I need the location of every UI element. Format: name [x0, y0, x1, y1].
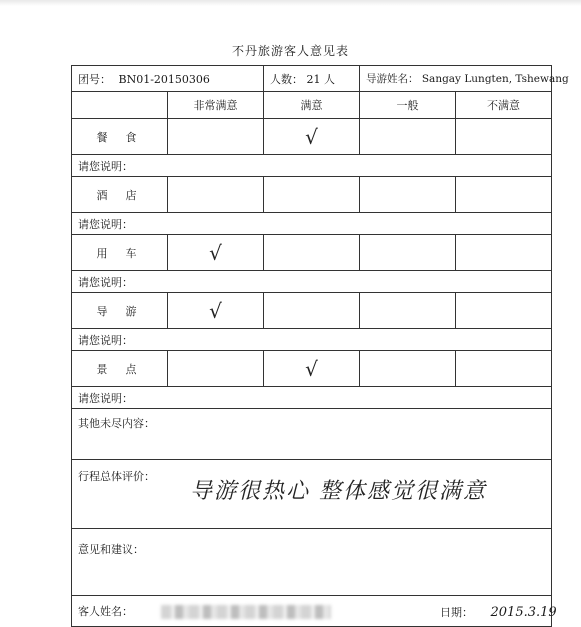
check-mark: √: [209, 240, 222, 265]
rating-cell: [168, 177, 264, 213]
rating-cell: [168, 235, 264, 271]
rating-cell: [456, 293, 552, 329]
rating-cell: [168, 293, 264, 329]
rating-columns-row: [72, 92, 552, 119]
item-label: 酒店: [72, 177, 168, 213]
check-mark: √: [305, 356, 318, 381]
overall-evaluation-handwriting: 导游很热心 整体感觉很满意: [190, 479, 487, 504]
date-label: 日期：: [440, 606, 473, 619]
explanation-label: 请您说明：: [72, 387, 552, 409]
group-number-cell: [72, 66, 264, 92]
check-mark: √: [209, 298, 222, 323]
rating-cell: [264, 351, 360, 387]
item-label: 餐食: [72, 119, 168, 155]
form-title: 不丹旅游客人意见表: [231, 44, 349, 58]
item-label: 景点: [72, 351, 168, 387]
form-header-row: [72, 66, 552, 92]
rating-cell: [456, 351, 552, 387]
explanation-label: 请您说明：: [72, 271, 552, 293]
rating-row-vehicle: [72, 235, 552, 271]
rating-cell: [360, 351, 456, 387]
group-number-value: BN01-20150306: [118, 72, 210, 86]
column-unsatisfied: 不满意: [456, 92, 552, 119]
group-number-label: 团号：: [78, 72, 111, 86]
rating-cell: [264, 177, 360, 213]
rating-cell: [264, 119, 360, 155]
guide-name-cell: [360, 66, 569, 92]
date-value: 2015.3.19: [490, 605, 557, 620]
guide-name-label: 导游姓名：: [366, 73, 419, 85]
guest-name-cell: [72, 596, 557, 627]
column-satisfied: 满意: [264, 92, 360, 119]
other-content-label: 其他未尽内容：: [72, 409, 552, 460]
rating-cell: [360, 293, 456, 329]
rating-row-attractions: [72, 351, 552, 387]
column-very-satisfied: 非常满意: [168, 92, 264, 119]
rating-row-hotel: [72, 177, 552, 213]
explanation-row: [72, 329, 552, 351]
feedback-table: [71, 65, 569, 627]
rating-cell: [360, 177, 456, 213]
rating-cell: [360, 119, 456, 155]
rating-cell: [168, 119, 264, 155]
overall-evaluation-row: [72, 460, 552, 529]
rating-row-meals: [72, 119, 552, 155]
rating-cell: [264, 235, 360, 271]
rating-cell: [264, 293, 360, 329]
explanation-row: [72, 213, 552, 235]
rating-row-guide: [72, 293, 552, 329]
explanation-row: [72, 155, 552, 177]
column-blank: [72, 92, 168, 119]
advice-row: [72, 529, 552, 596]
advice-label: 意见和建议：: [72, 529, 552, 596]
overall-evaluation-label: 行程总体评价：: [78, 470, 155, 483]
other-content-row: [72, 409, 552, 460]
rating-cell: [456, 235, 552, 271]
rating-cell: [456, 119, 552, 155]
overall-evaluation-cell: [72, 460, 552, 529]
feedback-form: [71, 65, 569, 627]
page-edge: [0, 0, 581, 6]
people-count-cell: [264, 66, 360, 92]
rating-cell: [168, 351, 264, 387]
explanation-label: 请您说明：: [72, 155, 552, 177]
guest-name-label: 客人姓名：: [78, 605, 133, 618]
explanation-label: 请您说明：: [72, 213, 552, 235]
rating-cell: [360, 235, 456, 271]
guide-name-value: Sangay Lungten, Tshewang: [421, 73, 569, 85]
guest-name-redacted: [161, 605, 331, 619]
item-label: 用车: [72, 235, 168, 271]
people-count-label: 人数：: [270, 72, 304, 86]
explanation-row: [72, 387, 552, 409]
item-label: 导游: [72, 293, 168, 329]
explanation-row: [72, 271, 552, 293]
guest-name-row: [72, 596, 552, 627]
people-count-value: 21 人: [306, 72, 336, 86]
explanation-label: 请您说明：: [72, 329, 552, 351]
check-mark: √: [305, 124, 318, 149]
column-neutral: 一般: [360, 92, 456, 119]
rating-cell: [456, 177, 552, 213]
date-field: [440, 604, 557, 620]
